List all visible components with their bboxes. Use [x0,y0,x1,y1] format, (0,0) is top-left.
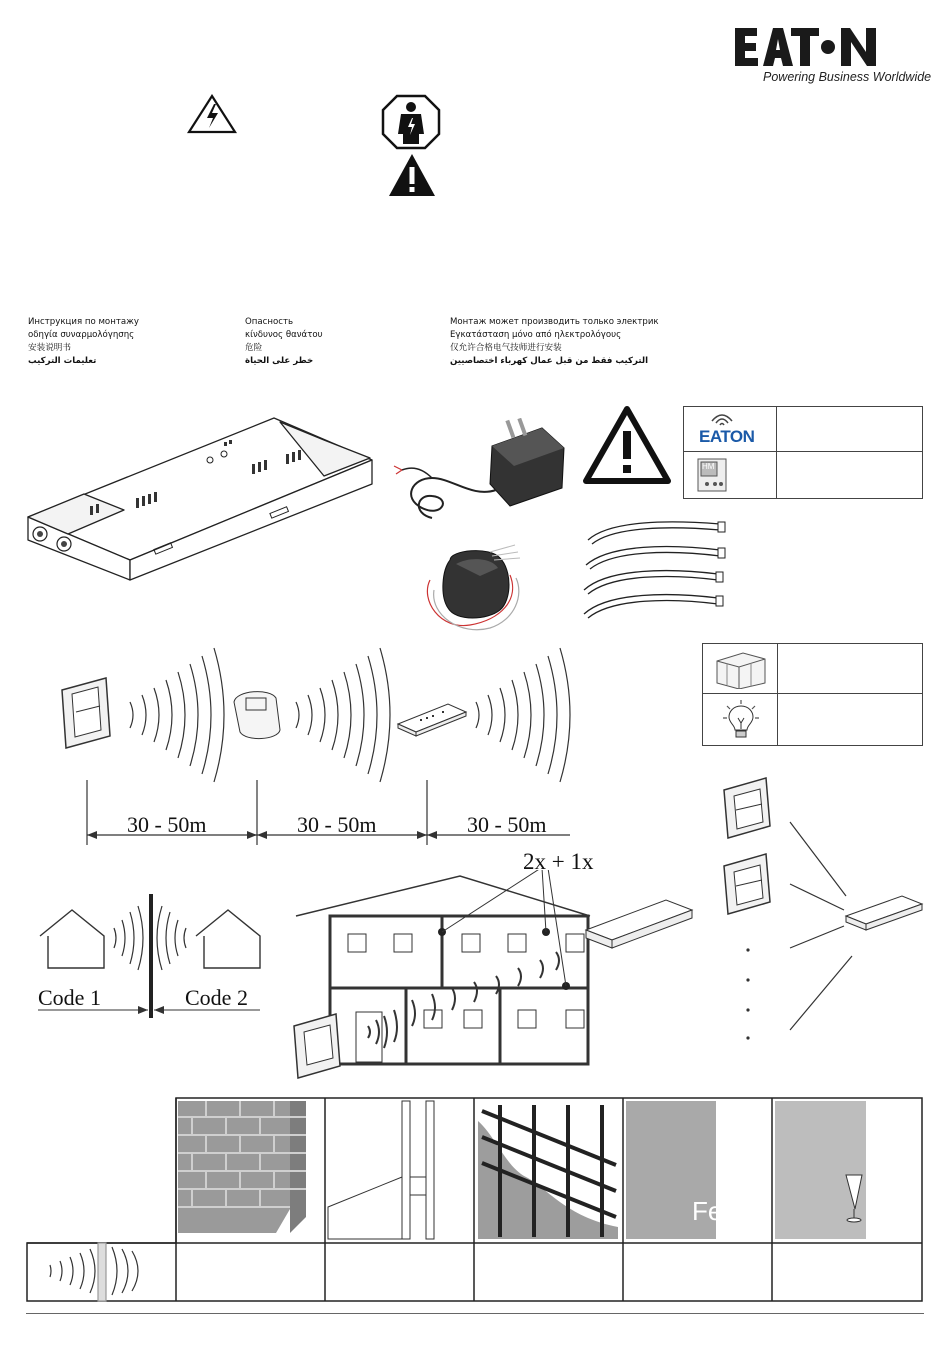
lang-ar: تعليمات التركيب [28,356,97,366]
divider [684,451,922,452]
footer-rule [26,1313,924,1314]
lang-ru: Монтаж может производить только электрик [450,317,659,327]
eaton-label: EATON [699,427,755,446]
lang-zh: 仅允许合格电气技师进行安装 [450,343,562,353]
instructions-title-block [28,316,139,368]
drywall-icon [328,1101,434,1239]
divider [777,644,778,745]
code-1-label: Code 1 [38,985,101,1010]
flush-actuator-illustration [420,540,530,640]
house-installation-diagram [290,870,710,1085]
brick-wall-icon [178,1101,306,1233]
code-2-label: Code 2 [185,985,248,1010]
lang-ru: Инструкция по монтажу [28,317,139,327]
divider [776,407,777,498]
accessory-table [702,643,923,746]
electrician-only-icon [381,94,441,150]
danger-title-block [245,316,323,368]
lang-zh: 危险 [245,343,263,353]
power-adapter-illustration [392,418,572,528]
reinforced-concrete-icon [478,1101,618,1239]
repeater-device-illustration [24,412,380,587]
eaton-logo [733,26,878,68]
electric-hazard-icon [187,94,237,134]
lang-el: κίνδυνος θανάτου [245,330,323,340]
device-multiplier-label: 2x + 1x [523,849,594,874]
divider [703,693,922,694]
multi-transmitter-diagram [720,760,935,1050]
package-icon [713,649,769,689]
materials-attenuation-table [26,1097,924,1303]
lang-zh: 安装说明书 [28,343,71,353]
warning-icon [387,152,437,198]
lang-ar: التركيب فقط من قبل عمال كهرباء اختصاصيين [450,356,649,366]
cable-ties-illustration [580,510,730,630]
lang-ru: Опасность [245,317,294,327]
repeater-icon [398,704,466,736]
glass-pane-icon [775,1101,866,1239]
wall-switch-icon [62,678,110,748]
metal-label: Fe [692,1196,723,1226]
range-label-3: 30 - 50m [467,812,547,837]
range-label-1: 30 - 50m [127,812,207,837]
electrician-notice-block [450,316,659,368]
lang-el: Εγκατάσταση μόνο από ηλεκτρολόγους [450,330,622,340]
warning-icon [582,405,672,485]
brand-tagline: Powering Business Worldwide [763,70,932,84]
system-compat-table [683,406,923,499]
range-label-2: 30 - 50m [297,812,377,837]
lang-el: οδηγία συναρμολόγησης [28,330,135,340]
hm-label: HM [702,462,715,471]
lightbulb-icon [721,698,761,742]
radio-signal-icon [50,1243,138,1301]
lang-ar: خطر على الحياة [245,356,314,366]
actuator-icon [234,692,280,739]
